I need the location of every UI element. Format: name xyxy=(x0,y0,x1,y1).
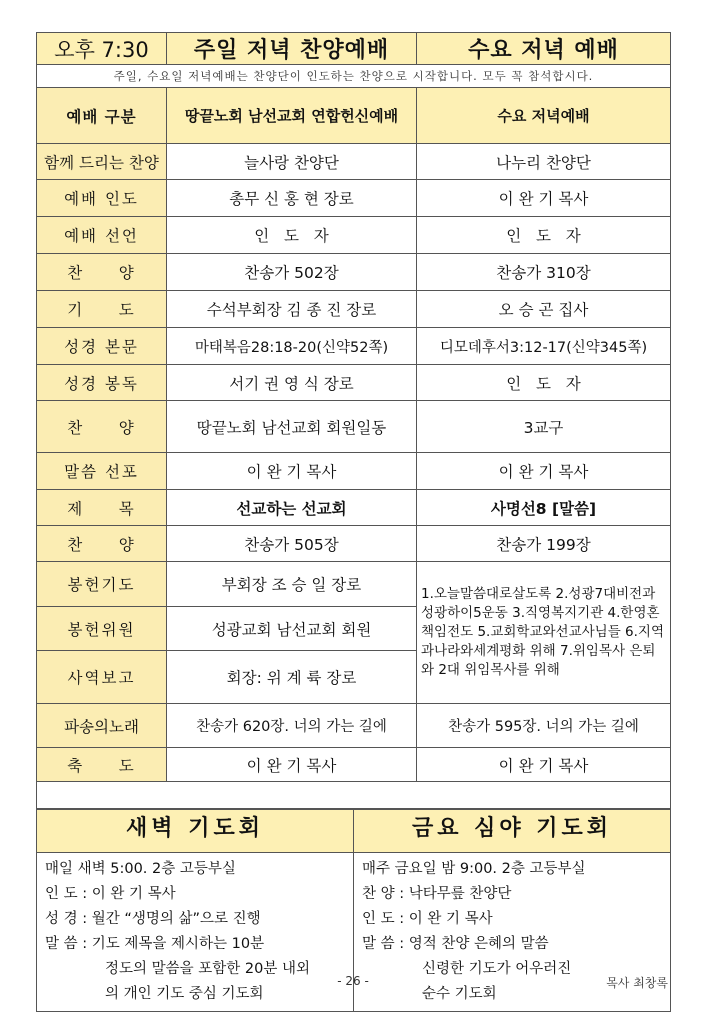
row-label: 예배 선언 xyxy=(37,217,167,254)
sunday-cell: 수석부회장 김 종 진 장로 xyxy=(167,291,417,328)
row-label: 성경 봉독 xyxy=(37,365,167,401)
sunday-cell: 성광교회 남선교회 회원 xyxy=(167,607,417,651)
table-row xyxy=(37,217,671,254)
wednesday-cell: 이 완 기 목사 xyxy=(417,748,671,782)
dawn-sermon-cont: 의 개인 기도 중심 기도회 xyxy=(105,986,264,1002)
sunday-cell: 총무 신 홍 현 장로 xyxy=(167,180,417,217)
friday-sermon-cont: 신령한 기도가 어우러진 xyxy=(422,961,572,977)
sunday-cell: 찬송가 620장. 너의 가는 길에 xyxy=(167,704,417,748)
friday-sermon-cont: 순수 기도회 xyxy=(422,986,497,1002)
table-row xyxy=(37,401,671,453)
page-number: - 26 - xyxy=(337,974,369,988)
table-row xyxy=(37,180,671,217)
sunday-cell: 마태복음28:18-20(신약52쪽) xyxy=(167,328,417,365)
author-name: 목사 최창록 xyxy=(606,976,668,990)
friday-leader: 인 도 : 이 완 기 목사 xyxy=(362,911,493,927)
row-label: 성경 본문 xyxy=(37,328,167,365)
dawn-leader: 인 도 : 이 완 기 목사 xyxy=(45,886,176,902)
row-label: 파송의노래 xyxy=(37,704,167,748)
prayer-topics: 1.오늘말씀대로살도록 2.성광7대비전과 성광하이5운동 3.직영복지기관 4.한영혼책임전도 5.교회학교와선교사님들 6.지역과나라와세계평화 위해 7.위임목사 은퇴와 2대 위임목사를 위해 xyxy=(417,562,671,704)
dawn-sermon: 말 씀 : 기도 제목을 제시하는 10분 xyxy=(45,936,265,952)
column-header-row xyxy=(37,88,671,144)
sunday-cell: 인 도 자 xyxy=(167,217,417,254)
dawn-schedule: 매일 새벽 5:00. 2층 고등부실 xyxy=(45,861,236,877)
friday-praise: 찬 양 : 낙타무릎 찬양단 xyxy=(362,886,512,902)
wednesday-cell: 인 도 자 xyxy=(417,365,671,401)
wednesday-cell: 인 도 자 xyxy=(417,217,671,254)
row-label: 찬 양 xyxy=(37,254,167,291)
wednesday-cell: 이 완 기 목사 xyxy=(417,180,671,217)
page-footer xyxy=(36,974,670,994)
row-label: 함께 드리는 찬양 xyxy=(37,144,167,180)
bulletin-page xyxy=(36,32,670,1012)
service-time: 오후 7:30 xyxy=(37,33,167,65)
sunday-cell: 회장: 위 계 륙 장로 xyxy=(167,651,417,704)
column-sunday-header: 땅끝노회 남선교회 연합헌신예배 xyxy=(167,88,417,144)
sunday-cell: 서기 권 영 식 장로 xyxy=(167,365,417,401)
wednesday-cell: 찬송가 310장 xyxy=(417,254,671,291)
table-row xyxy=(37,144,671,180)
table-row xyxy=(37,748,671,782)
sunday-cell: 이 완 기 목사 xyxy=(167,453,417,490)
wednesday-cell: 3교구 xyxy=(417,401,671,453)
sunday-cell: 부회장 조 승 일 장로 xyxy=(167,562,417,607)
row-label: 예배 인도 xyxy=(37,180,167,217)
table-row xyxy=(37,526,671,562)
sunday-cell: 땅끝노회 남선교회 회원일동 xyxy=(167,401,417,453)
row-label: 봉헌위원 xyxy=(37,607,167,651)
worship-schedule-table xyxy=(36,32,671,809)
sunday-cell: 찬송가 502장 xyxy=(167,254,417,291)
row-label: 기 도 xyxy=(37,291,167,328)
spacer-row xyxy=(37,782,671,809)
friday-schedule: 매주 금요일 밤 9:00. 2층 고등부실 xyxy=(362,861,586,877)
table-row xyxy=(37,704,671,748)
table-row xyxy=(37,562,671,607)
wednesday-cell: 오 승 곤 집사 xyxy=(417,291,671,328)
friday-prayer-title: 금요 심야 기도회 xyxy=(354,810,671,853)
sunday-service-title: 주일 저녁 찬양예배 xyxy=(167,33,417,65)
sunday-cell: 찬송가 505장 xyxy=(167,526,417,562)
sunday-cell: 늘사랑 찬양단 xyxy=(167,144,417,180)
sermon-title-sunday: 선교하는 선교회 xyxy=(167,490,417,526)
row-label: 봉헌기도 xyxy=(37,562,167,607)
blank-cell xyxy=(37,782,671,809)
dawn-sermon-cont: 정도의 말씀을 포함한 20분 내외 xyxy=(105,961,310,977)
dawn-scripture: 성 경 : 월간 “생명의 삶”으로 진행 xyxy=(45,911,261,927)
row-label: 말씀 선포 xyxy=(37,453,167,490)
sunday-cell: 이 완 기 목사 xyxy=(167,748,417,782)
dawn-prayer-title: 새벽 기도회 xyxy=(37,810,354,853)
wednesday-service-title: 수요 저녁 예배 xyxy=(417,33,671,65)
column-wednesday-header: 수요 저녁예배 xyxy=(417,88,671,144)
row-label: 찬 양 xyxy=(37,526,167,562)
column-label-header: 예배 구분 xyxy=(37,88,167,144)
row-label: 제 목 xyxy=(37,490,167,526)
row-label: 찬 양 xyxy=(37,401,167,453)
sermon-title-wednesday: 사명선8 [말씀] xyxy=(417,490,671,526)
wednesday-cell: 나누리 찬양단 xyxy=(417,144,671,180)
wednesday-cell: 이 완 기 목사 xyxy=(417,453,671,490)
wednesday-cell: 찬송가 595장. 너의 가는 길에 xyxy=(417,704,671,748)
table-row xyxy=(37,328,671,365)
row-label: 축 도 xyxy=(37,748,167,782)
notice-row xyxy=(37,65,671,88)
wednesday-cell: 찬송가 199장 xyxy=(417,526,671,562)
friday-sermon: 말 씀 : 영적 찬양 은혜의 말씀 xyxy=(362,936,549,952)
table-row xyxy=(37,453,671,490)
table-row xyxy=(37,291,671,328)
title-row xyxy=(37,33,671,65)
table-row xyxy=(37,254,671,291)
table-row xyxy=(37,365,671,401)
table-row xyxy=(37,490,671,526)
row-label: 사역보고 xyxy=(37,651,167,704)
notice-text: 주일, 수요일 저녁예배는 찬양단이 인도하는 찬양으로 시작합니다. 모두 꼭 참석합시다. xyxy=(37,65,671,88)
wednesday-cell: 디모데후서3:12-17(신약345쪽) xyxy=(417,328,671,365)
